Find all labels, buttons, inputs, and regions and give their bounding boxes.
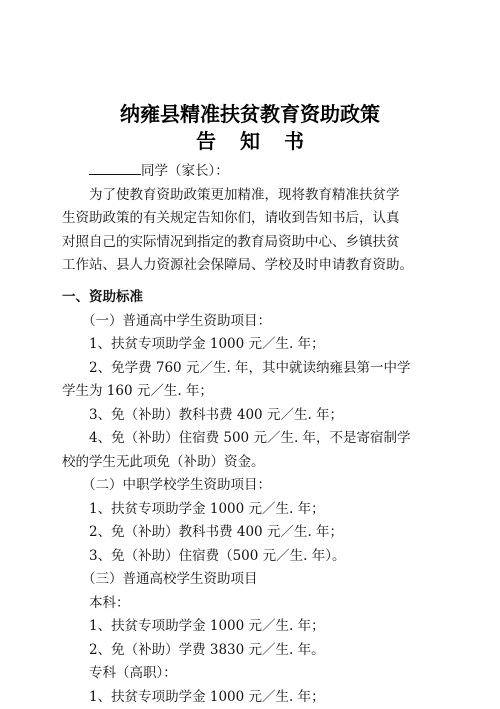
list-item: 2、免（补助）教科书费 400 元／生. 年； xyxy=(62,521,442,545)
name-blank xyxy=(89,160,141,175)
list-item: 2、免学费 760 元／生. 年，其中就读纳雍县第一中学 xyxy=(62,357,442,381)
list-item: 3、免（补助）教科书费 400 元／生. 年； xyxy=(62,404,442,428)
list-item: 1、扶贫专项助学金 1000 元／生. 年； xyxy=(62,615,442,639)
list-item: 3、免（补助）住宿费（500 元／生. 年）。 xyxy=(62,545,442,569)
intro-line: 为了使教育资助政策更加精准，现将教育精准扶贫学 xyxy=(62,184,442,208)
intro-line: 工作站、县人力资源社会保障局、学校及时申请教育资助。 xyxy=(62,254,442,278)
list-item-continued: 校的学生无此项免（补助）资金。 xyxy=(62,451,442,475)
salutation: 同学（家长）： xyxy=(141,163,229,179)
list-item: 1、扶贫专项助学金 1000 元／生. 年； xyxy=(62,498,442,522)
list-item-continued: 学生为 160 元／生. 年； xyxy=(62,380,442,404)
list-item: 4、免（补助）住宿费 500 元／生. 年，不是寄宿制学 xyxy=(62,427,442,451)
category-label: 本科： xyxy=(62,592,442,616)
category-label: 专科（高职）： xyxy=(62,662,442,686)
subsection-heading: （三）普通高校学生资助项目 xyxy=(62,568,442,592)
list-item: 1、扶贫专项助学金 1000 元／生. 年； xyxy=(62,686,442,709)
salutation-line xyxy=(62,160,442,184)
subsection-heading: （一）普通高中学生资助项目： xyxy=(62,310,442,334)
intro-line: 对照自己的实际情况到指定的教育局资助中心、乡镇扶贫 xyxy=(62,231,442,255)
document-body xyxy=(62,160,442,278)
subsection-heading: （二）中职学校学生资助项目： xyxy=(62,474,442,498)
list-item: 2、免（补助）学费 3830 元／生. 年。 xyxy=(62,639,442,663)
list-item: 1、扶贫专项助学金 1000 元／生. 年； xyxy=(62,333,442,357)
section-heading: 一、资助标准 xyxy=(62,286,442,310)
funding-standards xyxy=(62,286,442,709)
document-title: 纳雍县精准扶贫教育资助政策 xyxy=(0,98,500,127)
intro-line: 生资助政策的有关规定告知你们，请收到告知书后，认真 xyxy=(62,207,442,231)
document-subtitle: 告知书 xyxy=(0,125,500,154)
